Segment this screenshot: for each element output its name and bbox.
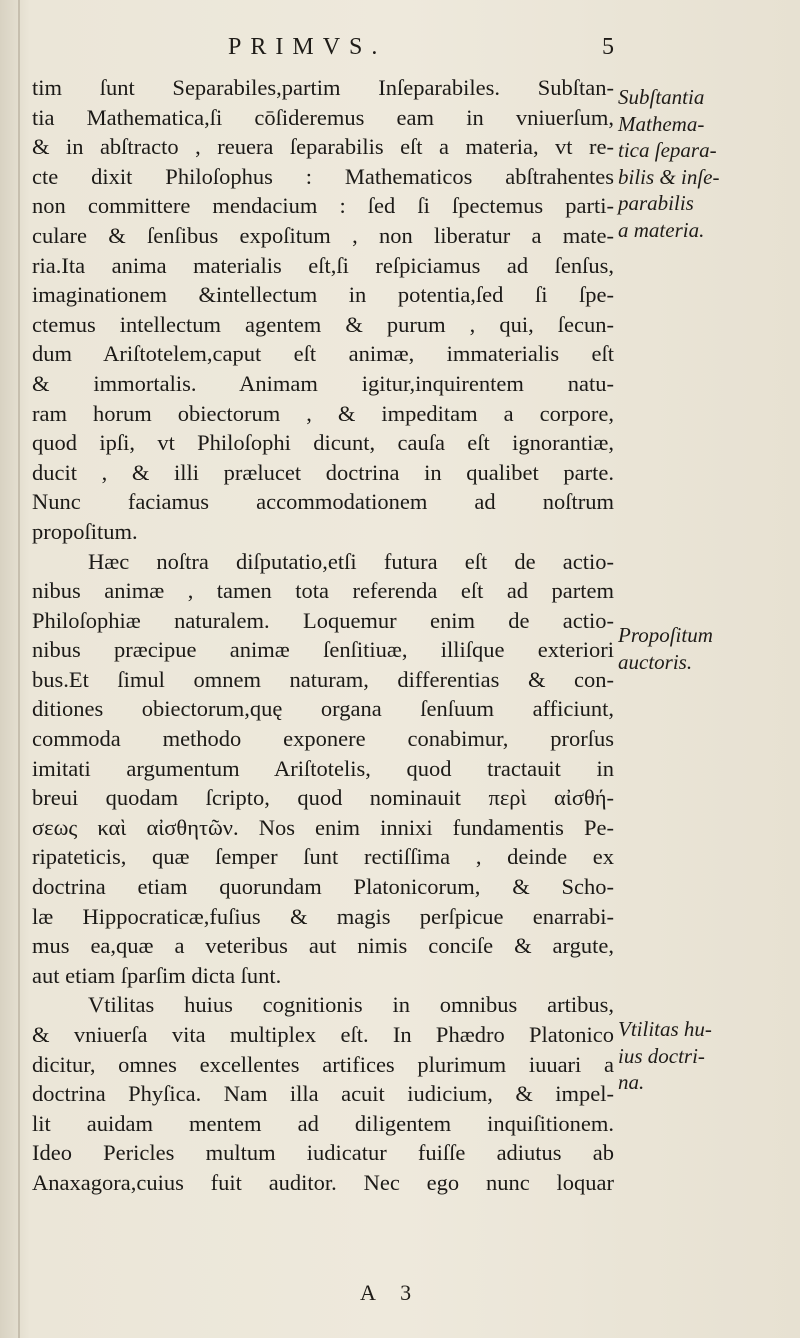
text-line: Anaxagora,cuius fuit auditor. Nec ego nunc loquar <box>32 1169 614 1195</box>
text-line: ripateticis, quæ ſemper ſunt rectiſſima , deinde ex <box>32 844 614 870</box>
text-line: cte dixit Philoſophus : Mathematicos abſtrahentes <box>32 163 614 189</box>
text-line: tim ſunt Separabiles,partim Inſeparabiles. Subſtan- <box>32 75 614 100</box>
text-line: ria.Ita anima materialis eſt,ſi reſpiciamus ad ſenſus, <box>32 252 614 278</box>
text-line: culare & ſenſibus expoſitum , non liberatur a mate- <box>32 222 614 248</box>
text-line: imaginationem &intellectum in potentia,ſed ſi ſpe- <box>32 282 614 308</box>
text-line: dicitur, omnes excellentes artifices plurimum iuuari a <box>32 1051 614 1077</box>
text-line: lit auidam mentem ad diligentem inquiſitionem. <box>32 1110 614 1136</box>
running-head <box>0 34 800 64</box>
margin-note-line: tica ſepara- <box>618 138 717 162</box>
text-line: ducit , & illi prælucet doctrina in qualibet parte. <box>32 459 614 485</box>
text-line: dum Ariſtotelem,caput eſt animæ, immaterialis eſt <box>32 341 614 367</box>
text-line: Nunc faciamus accommodationem ad noſtrum <box>32 489 614 515</box>
text-line: & immortalis. Animam igitur,inquirentem natu- <box>32 370 614 396</box>
margin-note-line: Vtilitas hu- <box>618 1017 712 1041</box>
margin-note-vtilitas <box>618 1016 796 1096</box>
text-line: doctrina Phyſica. Nam illa acuit iudicium, & impel- <box>32 1081 614 1107</box>
text-line: nibus præcipue animæ ſenſitiuæ, illiſque exteriori <box>32 637 614 663</box>
text-line: imitati argumentum Ariſtotelis, quod tractauit in <box>32 755 614 781</box>
margin-note-line: ius doctri- <box>618 1043 705 1068</box>
text-line: & vniuerſa vita multiplex eſt. In Phædro Platonico <box>32 1022 614 1047</box>
text-line: ctemus intellectum agentem & purum , qui, ſecun- <box>32 311 614 337</box>
page-number: 5 <box>602 34 614 60</box>
text-line: & in abſtracto , reuera ſeparabilis eſt a materia, vt re- <box>32 134 614 160</box>
main-text-block <box>32 73 614 1198</box>
text-line: non committere mendacium : ſed ſi ſpectemus parti- <box>32 193 614 219</box>
margin-note-substantia <box>618 84 796 243</box>
text-line: commoda methodo exponere conabimur, prorſus <box>32 726 614 752</box>
text-line: propoſitum. <box>32 518 138 544</box>
margin-note-line: na. <box>618 1070 645 1094</box>
text-line: Vtilitas huius cognitionis in omnibus artibus, <box>88 992 614 1018</box>
margin-note-line: a materia. <box>618 217 705 242</box>
text-line: aut etiam ſparſim dicta ſunt. <box>32 962 282 988</box>
margin-note-line: bilis & inſe- <box>618 164 720 189</box>
text-line: ram horum obiectorum , & impeditam a corpore, <box>32 400 614 426</box>
text-line: nibus animæ , tamen tota referenda eſt ad partem <box>32 578 614 604</box>
margin-note-line: Subſtantia <box>618 85 705 109</box>
text-line: tia Mathematica,ſi cōſideremus eam in vniuerſum, <box>32 104 614 130</box>
text-line: quod ipſi, vt Philoſophi dicunt, cauſa eſt ignorantiæ, <box>32 430 614 456</box>
text-line: breui quodam ſcripto, quod nominauit περὶ αἰσθή- <box>32 785 614 811</box>
margin-note-propositum <box>618 622 796 675</box>
text-line: Ideo Pericles multum iudicatur fuiſſe adiutus ab <box>32 1140 614 1166</box>
text-line: Philoſophiæ naturalem. Loquemur enim de actio- <box>32 607 614 633</box>
text-line: bus.Et ſimul omnem naturam, differentias & con- <box>32 666 614 692</box>
running-title: PRIMVS. <box>228 34 387 60</box>
text-line: mus ea,quæ a veteribus aut nimis conciſe & argute, <box>32 933 614 959</box>
margin-note-line: auctoris. <box>618 649 693 674</box>
signature-mark: A 3 <box>360 1280 422 1305</box>
margin-note-line: Mathema- <box>618 111 705 136</box>
text-line: σεως καὶ αἰσθητῶν. Nos enim innixi fundamentis Pe- <box>32 814 614 840</box>
margin-note-line: Propoſitum <box>618 623 713 647</box>
text-line: læ Hippocraticæ,fuſius & magis perſpicue enarrabi- <box>32 903 614 929</box>
text-line: Hæc noſtra diſputatio,etſi futura eſt de actio- <box>88 548 614 574</box>
margin-note-line: parabilis <box>618 191 694 215</box>
text-line: doctrina etiam quorundam Platonicorum, & Scho- <box>32 874 614 900</box>
gutter-shadow <box>18 0 20 1338</box>
text-line: ditiones obiectorum,quę organa ſenſuum afficiunt, <box>32 696 614 722</box>
